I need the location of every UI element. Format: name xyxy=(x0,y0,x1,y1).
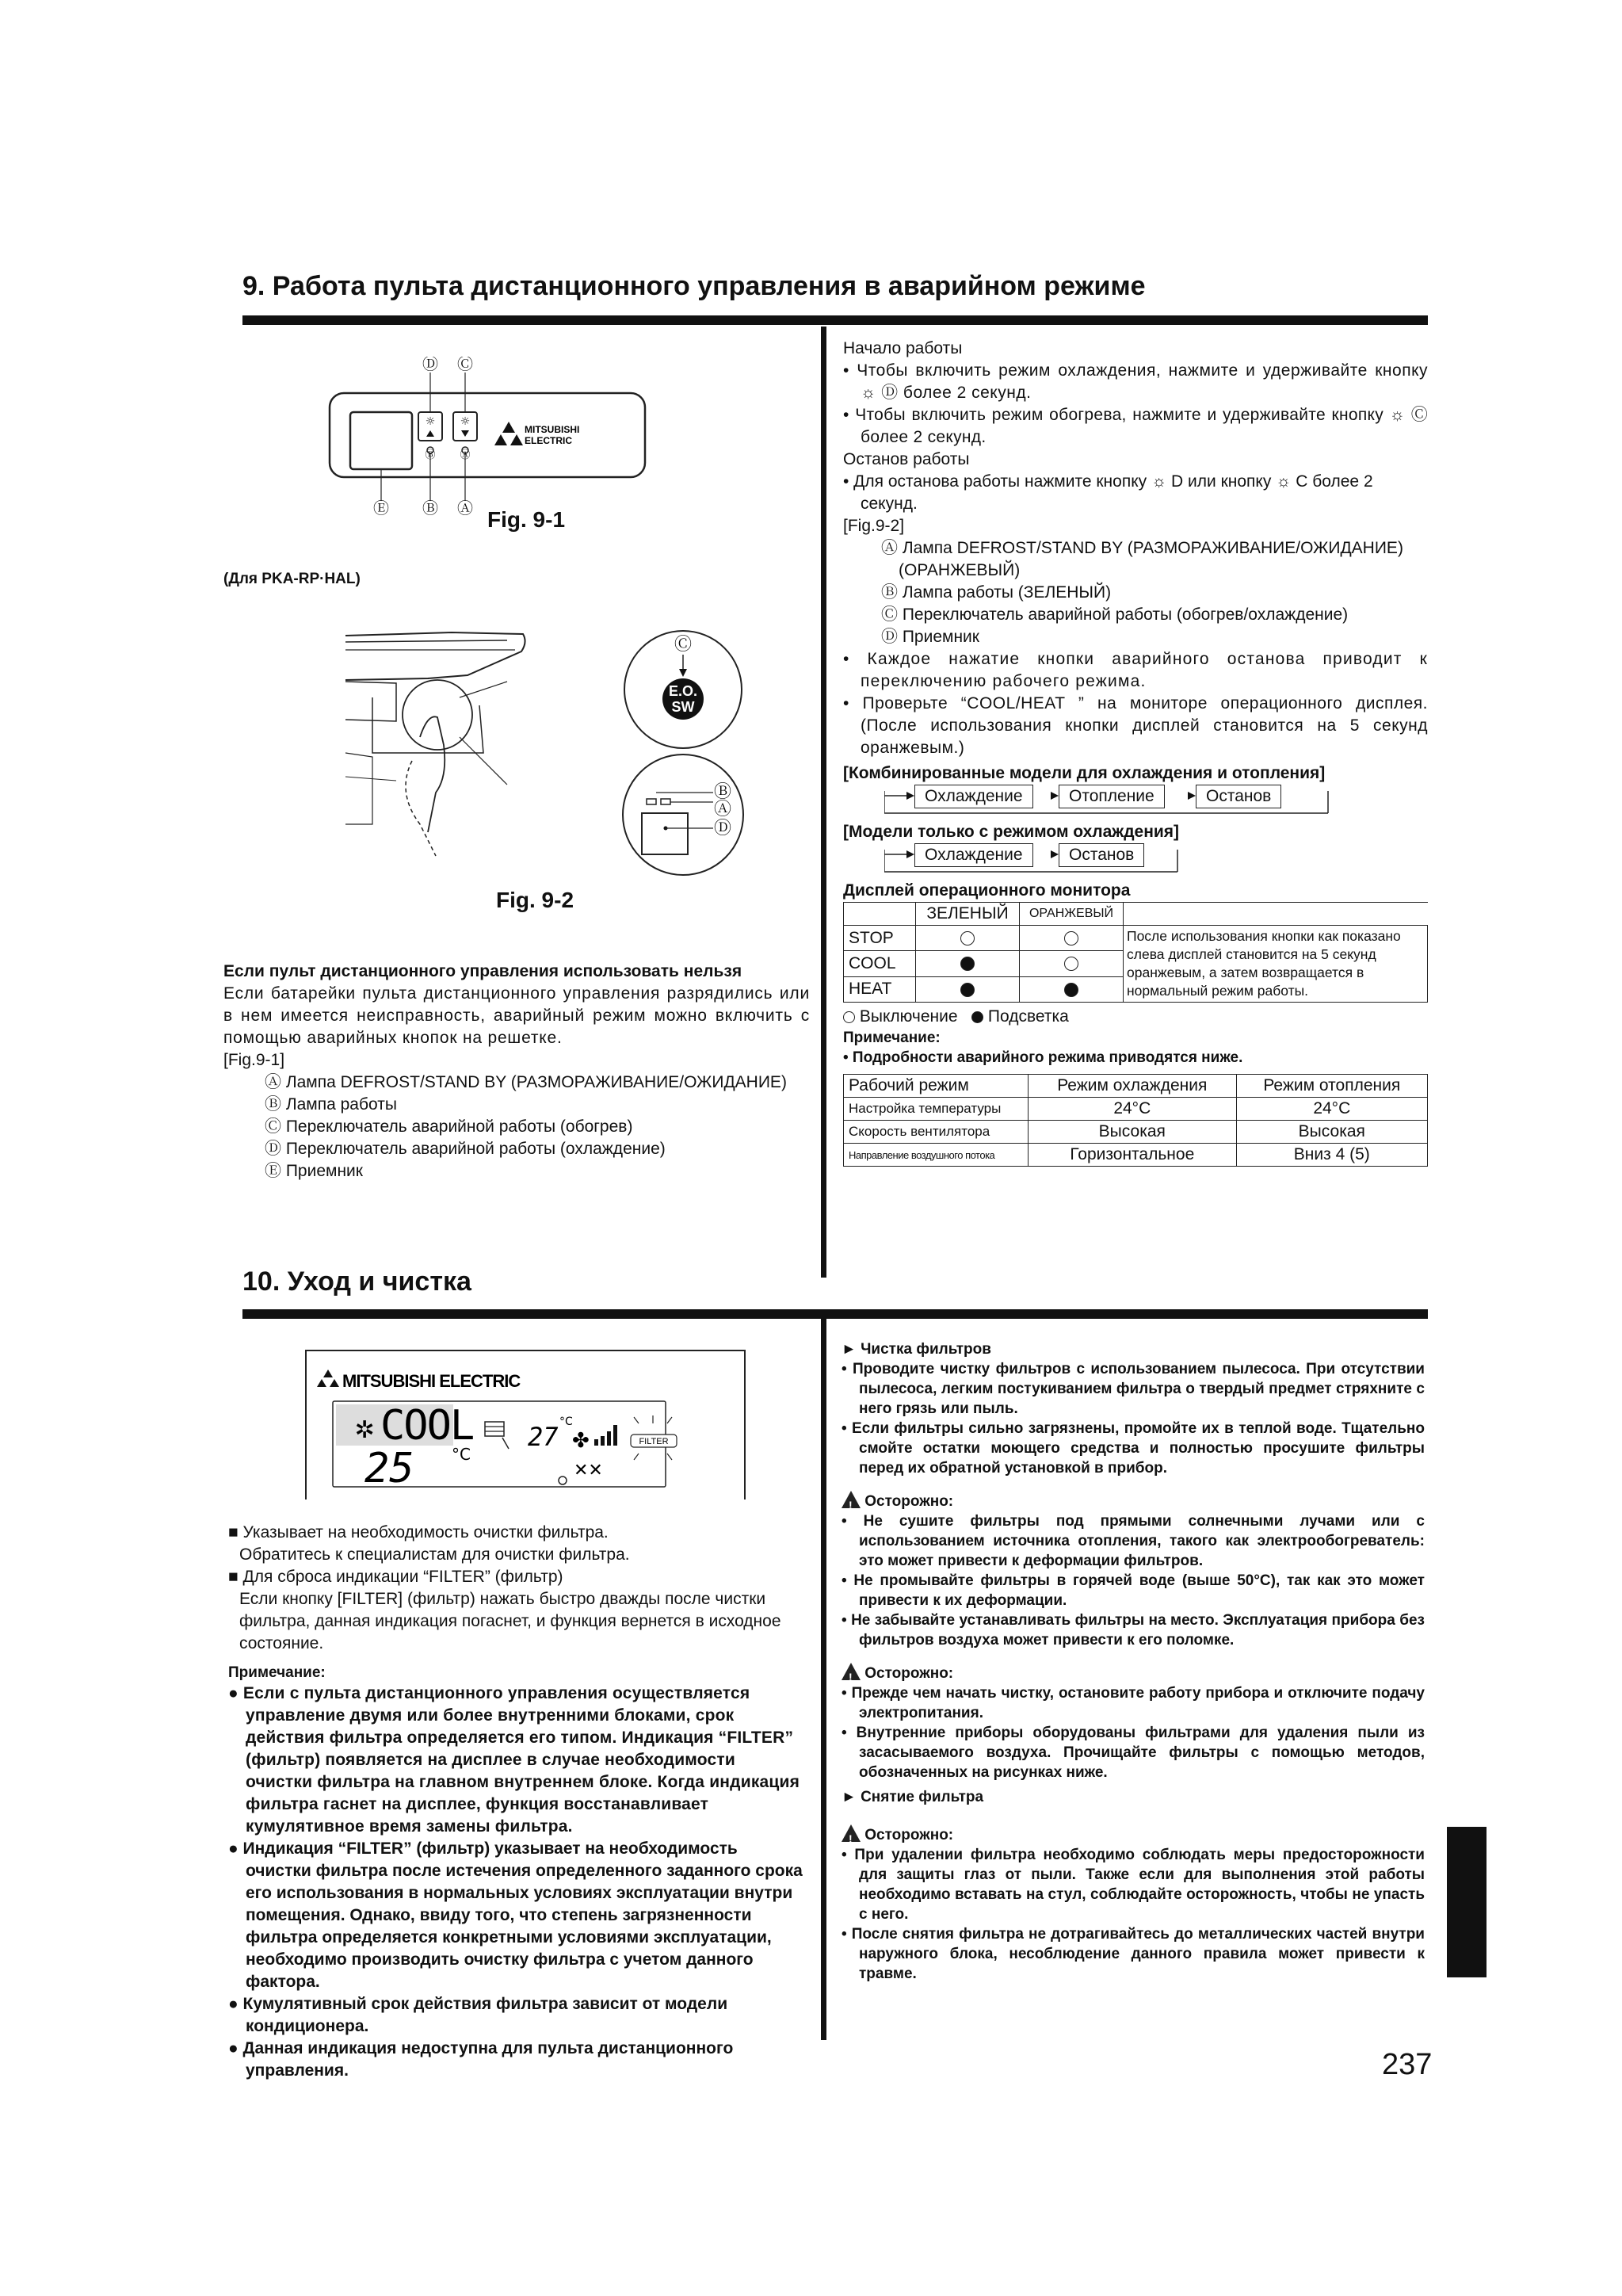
right-item-c: Ⓒ Переключатель аварийной работы (обогрев/охлаждение) xyxy=(881,606,1349,624)
right-item-a: Ⓐ Лампа DEFROST/STAND BY (РАЗМОРАЖИВАНИЕ/ОЖИДАНИЕ) (ОРАНЖЕВЫЙ) xyxy=(881,539,1403,579)
caution-2-item-2: • Внутренние приборы оборудованы фильтрами для удаления пыли из засасываемого воздуха. Прочищайте фильтры с помощью методов, обозначенных на рисунках ниже. xyxy=(842,1725,1425,1781)
clean-title: ► Чистка фильтров xyxy=(842,1341,991,1358)
combo-title: [Комбинированные модели для охлаждения и отопления] xyxy=(843,764,1326,782)
mode-header-1: Режим охлаждения xyxy=(1029,1075,1237,1098)
remote-unusable-paragraph: Если батарейки пульта дистанционного управления разрядились или в нем имеется неисправность, аварийный режим можно включить с помощью аварийных кнопок на решетке. xyxy=(223,984,810,1047)
display-gear-icon: ✲ xyxy=(355,1409,375,1446)
right-bullet-2: • Проверьте “COOL/HEAT ” на мониторе операционного дисплея. (После использования кнопки дисплей становится на 5 секунд оранжевым.) xyxy=(843,694,1428,757)
note-bullet-4: ● Данная индикация недоступна для пульта дистанционного управления. xyxy=(228,2039,734,2080)
mode-table xyxy=(843,1074,1428,1167)
warning-icon xyxy=(842,1491,861,1508)
combo-flow-stop: Останов xyxy=(1196,785,1281,808)
fig-9-1 xyxy=(325,357,650,515)
fig-9-1-label: Fig. 9-1 xyxy=(487,507,566,532)
note-bullet-1-text: Если с пульта дистанционного управления осуществляется управление двумя или более внутренними блоками, срок действия фильтра определяется его типом. Индикация “FILTER” (фильтр) появляется на дисплее в случае необходимости очистки фильтра на главном внутреннем блоке. Когда индикация фильтра гаснет на дисплее, функция восстанавливает кумулятивное время замены фильтра. xyxy=(242,1684,800,1836)
monitor-heat-green xyxy=(916,976,1020,1002)
section9-rule xyxy=(242,315,1428,325)
filter-line-1: ■ Указывает на необходимость очистки фильтра. xyxy=(228,1523,609,1541)
display-room-temp: 27 xyxy=(528,1422,559,1452)
caution-3-title xyxy=(842,1824,1425,1845)
display-brand: MITSUBISHI ELECTRIC xyxy=(342,1371,521,1391)
display-mode: COOL xyxy=(380,1402,474,1450)
remove-title: ► Снятие фильтра xyxy=(842,1789,984,1805)
caution-3-item-1: • При удалении фильтра необходимо соблюдать меры предосторожности для защиты глаз от пыли. Также если для выполнения этой работы необходимо вставать на стул, соблюдайте осторожность, чтобы не упасть с него. xyxy=(842,1847,1425,1923)
marker-a-small: Ⓐ xyxy=(460,449,471,461)
caution-3-label: Осторожно: xyxy=(864,1827,954,1843)
column-divider-bottom xyxy=(821,1319,826,2040)
svg-text:☼: ☼ xyxy=(460,415,471,428)
monitor-header-orange: ОРАНЖЕВЫЙ xyxy=(1020,903,1124,926)
fig2-marker-c: Ⓒ xyxy=(674,635,693,655)
note-bullet-4-text: Данная индикация недоступна для пульта дистанционного управления. xyxy=(242,2039,734,2080)
combo-flow xyxy=(884,785,1428,821)
monitor-header-green: ЗЕЛЕНЫЙ xyxy=(916,903,1020,926)
caution-2-item-1: • Прежде чем начать чистку, остановите работу прибора и отключите подачу электропитания. xyxy=(842,1685,1425,1721)
lamp-off-icon xyxy=(1064,931,1078,946)
brand-text-2: ELECTRIC xyxy=(525,435,572,446)
note-bullet-3: ● Кумулятивный срок действия фильтра зависит от модели кондиционера. xyxy=(228,1995,728,2035)
eo-switch-line1: E.O. xyxy=(668,683,698,699)
note-bullet-3-text: Кумулятивный срок действия фильтра зависит от модели кондиционера. xyxy=(242,1995,728,2035)
section10-rule xyxy=(242,1309,1428,1319)
page-number: 237 xyxy=(1382,2048,1433,2081)
start-item-1: • Чтобы включить режим охлаждения, нажмите и удерживайте кнопку ☼ Ⓓ более 2 секунд. xyxy=(843,361,1428,402)
marker-e: Ⓔ xyxy=(373,499,389,515)
filter-line-4: Если кнопку [FILTER] (фильтр) нажать быстро дважды после чистки фильтра, данная индикация погаснет, и функция вернется в исходное состояние. xyxy=(239,1590,781,1652)
monitor-cool-green xyxy=(916,951,1020,976)
monitor-cool-orange xyxy=(1020,951,1124,976)
caution-2-label: Осторожно: xyxy=(864,1665,954,1682)
cool-only-title: [Модели только с режимом охлаждения] xyxy=(843,823,1180,841)
mode-row-2-label: Направление воздушного потока xyxy=(844,1144,1029,1167)
right-bullet-1: • Каждое нажатие кнопки аварийного останова приводит к переключению рабочего режима. xyxy=(843,650,1428,690)
monitor-header-spacer xyxy=(1124,903,1428,926)
caution-2-title xyxy=(842,1663,1425,1683)
monitor-heat-orange xyxy=(1020,976,1124,1002)
remote-display xyxy=(304,1349,748,1501)
right-item-d: Ⓓ Приемник xyxy=(881,628,979,646)
section9-right-text xyxy=(843,338,1428,1167)
note-text: • Подробности аварийного режима приводятся ниже. xyxy=(843,1049,1243,1066)
mode-header-0: Рабочий режим xyxy=(844,1075,1029,1098)
marker-a: Ⓐ xyxy=(457,499,473,515)
marker-b: Ⓑ xyxy=(422,499,438,515)
svg-text:☼: ☼ xyxy=(425,415,436,428)
legend-off-icon xyxy=(843,1011,855,1023)
monitor-note: После использования кнопки как показано слева дисплей становится на 5 секунд оранжевым, а затем возвращается в нормальный режим работы. xyxy=(1124,926,1428,1003)
display-unit: °C xyxy=(452,1445,471,1464)
mode-row-0-cool: 24°C xyxy=(1029,1098,1237,1121)
monitor-stop-green xyxy=(916,926,1020,951)
display-room-unit: °C xyxy=(559,1415,573,1428)
warning-icon xyxy=(842,1663,861,1680)
section9-left-text xyxy=(223,961,810,1182)
figref-9-2: [Fig.9-2] xyxy=(843,517,905,535)
left-item-a: Ⓐ Лампа DEFROST/STAND BY (РАЗМОРАЖИВАНИЕ/ОЖИДАНИЕ) xyxy=(265,1073,787,1091)
mode-header-2: Режим отопления xyxy=(1236,1075,1427,1098)
display-set-temp: 25 xyxy=(364,1445,414,1492)
caution-1-item-3: • Не забывайте устанавливать фильтры на место. Эксплуатация прибора без фильтров воздуха может привести к его поломке. xyxy=(842,1612,1425,1648)
caution-1-label: Осторожно: xyxy=(864,1493,954,1510)
start-title: Начало работы xyxy=(843,339,963,357)
column-divider-top xyxy=(821,327,826,1278)
warning-icon xyxy=(842,1824,861,1842)
monitor-stop-orange xyxy=(1020,926,1124,951)
lamp-legend xyxy=(843,1006,1428,1028)
cool-flow-cooling: Охлаждение xyxy=(914,843,1033,867)
start-item-2: • Чтобы включить режим обогрева, нажмите и удерживайте кнопку ☼ Ⓒ более 2 секунд. xyxy=(843,406,1428,446)
legend-off-label: Выключение xyxy=(859,1007,958,1026)
remote-display-drawing xyxy=(304,1349,748,1501)
mode-row-1-label: Скорость вентилятора xyxy=(844,1121,1029,1144)
fig-9-2-drawing xyxy=(341,618,753,888)
monitor-row-stop-label: STOP xyxy=(844,926,916,951)
left-item-d: Ⓓ Переключатель аварийной работы (охлаждение) xyxy=(265,1140,666,1158)
monitor-table xyxy=(843,902,1428,1003)
combo-flow-heating: Отопление xyxy=(1059,785,1165,808)
mode-row-1-cool: Высокая xyxy=(1029,1121,1237,1144)
right-item-b: Ⓑ Лампа работы (ЗЕЛЕНЫЙ) xyxy=(881,583,1112,602)
fig2-marker-a: Ⓐ xyxy=(713,800,732,819)
legend-on-label: Подсветка xyxy=(987,1007,1069,1026)
mode-row-2-cool: Горизонтальное xyxy=(1029,1144,1237,1167)
section9-title: 9. Работа пульта дистанционного управления в аварийном режиме xyxy=(242,271,1146,301)
legend-on-icon xyxy=(971,1011,983,1023)
lamp-off-icon xyxy=(960,931,975,946)
monitor-header-blank xyxy=(844,903,916,926)
clean-item-1: • Проводите чистку фильтров с использованием пылесоса. При отсутствии пылесоса, легким постукиванием фильтра о твердый предмет стряхните с него грязь или пыль. xyxy=(842,1361,1425,1417)
mode-row-0-heat: 24°C xyxy=(1236,1098,1427,1121)
fig-9-2-label: Fig. 9-2 xyxy=(496,888,574,912)
monitor-row-heat-label: HEAT xyxy=(844,976,916,1002)
fig2-marker-b: Ⓑ xyxy=(713,782,732,802)
fig-9-1-drawing xyxy=(325,357,650,515)
eo-switch-line2: SW xyxy=(671,699,695,715)
note-title: Примечание: xyxy=(843,1030,941,1046)
cool-flow-stop: Останов xyxy=(1059,843,1144,867)
section-thumb-tab xyxy=(1447,1827,1487,1977)
lamp-off-icon xyxy=(1064,957,1078,971)
airflow-icon: ✕✕ xyxy=(574,1461,603,1480)
brand-text-1: MITSUBISHI xyxy=(525,424,580,435)
monitor-title: Дисплей операционного монитора xyxy=(843,881,1131,900)
lamp-on-icon xyxy=(960,983,975,997)
monitor-table-wrap xyxy=(843,902,1428,1003)
fig2-marker-d: Ⓓ xyxy=(713,819,732,839)
stop-title: Останов работы xyxy=(843,450,970,468)
mode-row-2-heat: Вниз 4 (5) xyxy=(1236,1144,1427,1167)
figref-9-1: [Fig.9-1] xyxy=(223,1051,285,1069)
caution-3-item-2: • После снятия фильтра не дотрагивайтесь до металлических частей внутри наружного блока, несоблюдение данного правила может привести к травме. xyxy=(842,1926,1425,1982)
section10-left-text xyxy=(228,1522,807,2082)
filter-line-2: Обратитесь к специалистам для очистки фильтра. xyxy=(239,1545,630,1564)
model-note: (Для PKA-RP·HAL) xyxy=(223,571,361,587)
clean-item-2: • Если фильтры сильно загрязнены, промойте их в теплой воде. Тщательно смойте остатки моющего средства и полностью просушите фильтры перед их обратной установкой в прибор. xyxy=(842,1420,1425,1477)
left-item-b: Ⓑ Лампа работы xyxy=(265,1095,397,1114)
lamp-on-icon xyxy=(960,957,975,971)
mode-row-0-label: Настройка температуры xyxy=(844,1098,1029,1121)
remote-unusable-heading: Если пульт дистанционного управления использовать нельзя xyxy=(223,962,742,980)
caution-1-title xyxy=(842,1491,1425,1511)
caution-1-item-2: • Не промывайте фильтры в горячей воде (выше 50°C), так как это может привести к их деформации. xyxy=(842,1572,1425,1609)
monitor-row-cool-label: COOL xyxy=(844,951,916,976)
lamp-on-icon xyxy=(1064,983,1078,997)
marker-c: Ⓒ xyxy=(457,357,473,373)
section10-right-text xyxy=(842,1339,1425,1984)
left-item-e: Ⓔ Приемник xyxy=(265,1162,363,1180)
left-item-c: Ⓒ Переключатель аварийной работы (обогрев) xyxy=(265,1117,633,1136)
caution-1-item-1: • Не сушите фильтры под прямыми солнечными лучами или с использованием источника отопления, такого как электрообогреватель: это может привести к деформации фильтров. xyxy=(842,1513,1425,1569)
note-bullet-2: ● Индикация “FILTER” (фильтр) указывает на необходимость очистки фильтра после истечения определенного заданного срока его использования в нормальных условиях эксплуатации внутри помещения. Однако, ввиду того, что степень загрязненности фильтра определяется конкретными условиями эксплуатации, необходимо производить очистку фильтра с учетом данного фактора. xyxy=(228,1839,803,1991)
note-bullet-1: ● Если с пульта дистанционного управления осуществляется управление двумя или более внутренними блоками, срок действия фильтра определяется его типом. Индикация “FILTER” (фильтр) появляется на дисплее в случае необходимости очистки фильтра на главном внутреннем блоке. Когда индикация фильтра гаснет на дисплее, функция восстанавливает кумулятивное время замены фильтра. xyxy=(228,1684,800,1836)
marker-b-small: Ⓑ xyxy=(425,449,436,461)
fig-9-2 xyxy=(341,618,753,888)
note-bullet-2-text: Индикация “FILTER” (фильтр) указывает на необходимость очистки фильтра после истечения определенного заданного срока его использования в нормальных условиях эксплуатации внутри помещения. Однако, ввиду того, что степень загрязненности фильтра определяется конкретными условиями эксплуатации, необходимо производить очистку фильтра с учетом данного фактора. xyxy=(242,1839,803,1991)
section10-note-title: Примечание: xyxy=(228,1664,326,1681)
display-filter: FILTER xyxy=(639,1437,669,1446)
combo-flow-cooling: Охлаждение xyxy=(914,785,1033,808)
fan-icon: ✤ xyxy=(572,1429,590,1453)
stop-item-1: • Для останова работы нажмите кнопку ☼ D или кнопку ☼ C более 2 секунд. xyxy=(843,472,1373,513)
marker-d: Ⓓ xyxy=(422,357,438,373)
section10-title: 10. Уход и чистка xyxy=(242,1266,471,1297)
filter-line-3: ■ Для сброса индикации “FILTER” (фильтр) xyxy=(228,1568,563,1586)
cool-only-flow xyxy=(884,843,1428,880)
mode-row-1-heat: Высокая xyxy=(1236,1121,1427,1144)
